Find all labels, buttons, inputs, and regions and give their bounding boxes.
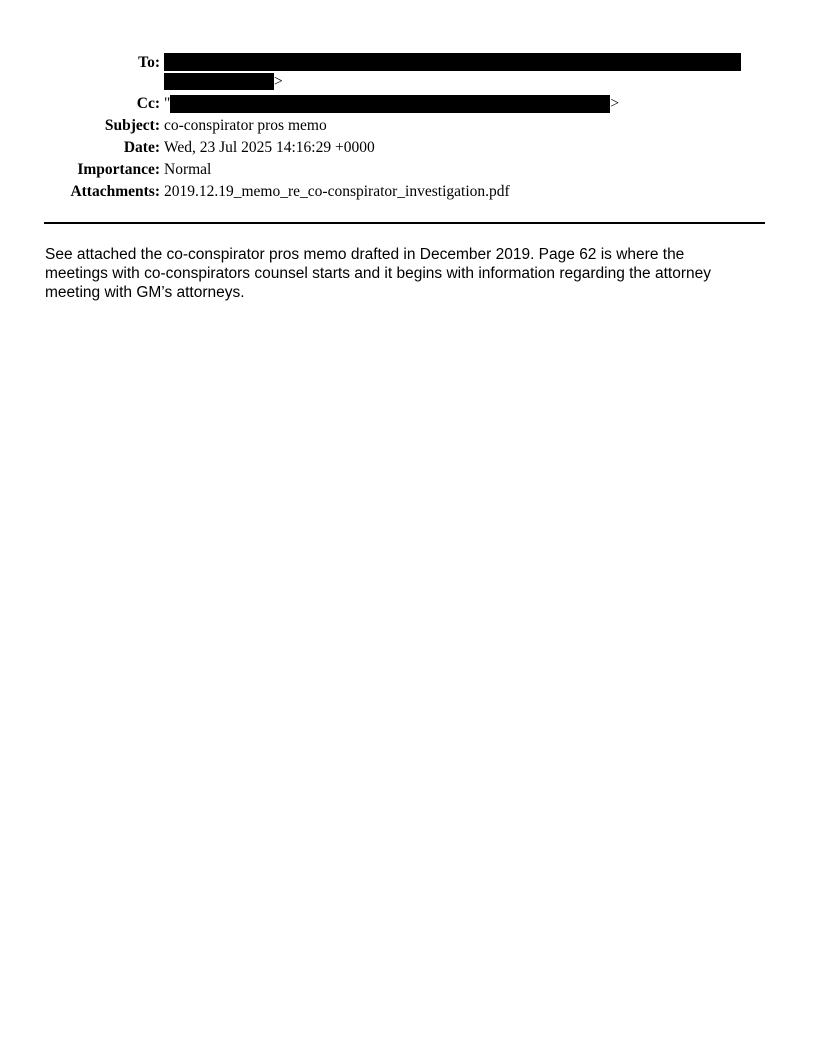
cc-label: Cc: bbox=[136, 95, 160, 112]
redaction-block bbox=[164, 73, 274, 90]
attachments-row bbox=[0, 181, 816, 203]
subject-row bbox=[0, 115, 816, 137]
to-label: To: bbox=[138, 54, 160, 71]
date-row bbox=[0, 137, 816, 159]
cc-open-quote: " bbox=[164, 95, 171, 112]
redaction-block bbox=[170, 95, 610, 113]
cc-row bbox=[0, 93, 816, 115]
date-value: Wed, 23 Jul 2025 14:16:29 +0000 bbox=[164, 139, 375, 156]
to-value bbox=[160, 52, 741, 91]
subject-value: co-conspirator pros memo bbox=[164, 117, 327, 134]
email-body: See attached the co-conspirator pros memo drafted in December 2019. Page 62 is where the meetings with co-conspirators counsel starts and it begins with information regarding the attorney meeting with GM’s attorneys. bbox=[45, 246, 711, 301]
importance-row bbox=[0, 159, 816, 181]
attachment-filename: 2019.12.19_memo_re_co-conspirator_investigation.pdf bbox=[164, 183, 510, 200]
redaction-block bbox=[164, 53, 741, 71]
cc-value bbox=[160, 93, 619, 115]
subject-label: Subject: bbox=[104, 117, 160, 134]
date-label: Date: bbox=[123, 139, 160, 156]
importance-label: Importance: bbox=[77, 161, 160, 178]
to-row bbox=[0, 52, 816, 91]
cc-close-bracket: > bbox=[610, 95, 620, 112]
importance-value: Normal bbox=[164, 161, 212, 178]
email-header bbox=[0, 52, 816, 203]
header-divider bbox=[44, 222, 765, 224]
to-close-bracket: > bbox=[274, 73, 283, 90]
attachments-label: Attachments: bbox=[70, 183, 160, 200]
